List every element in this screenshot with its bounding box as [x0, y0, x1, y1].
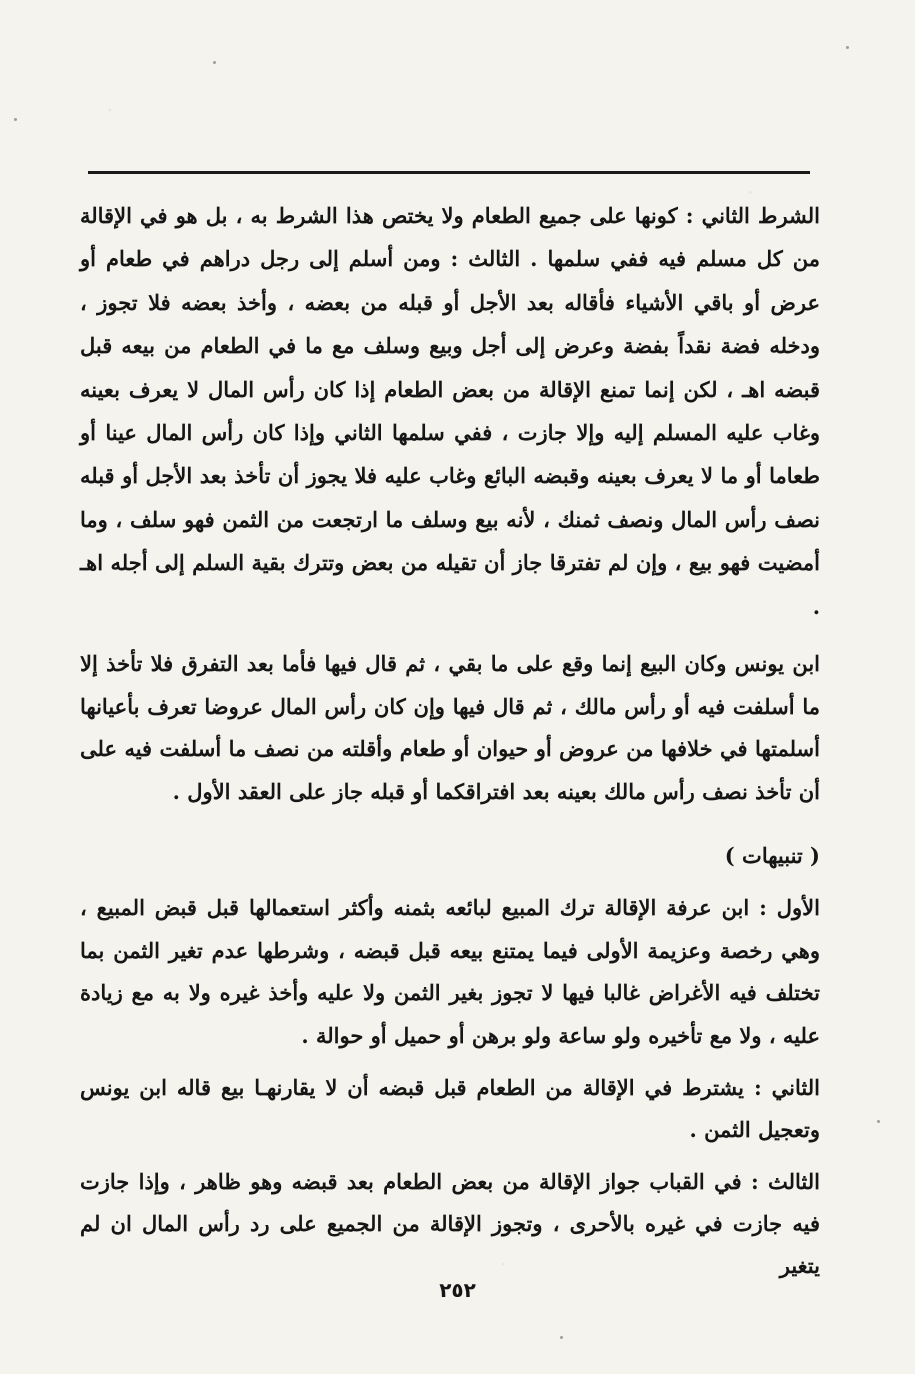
paper-speck [877, 1120, 880, 1123]
paper-speck [14, 118, 17, 121]
paragraph-ibn-yunus: ابن يونس وكان البيع إنما وقع على ما بقي ، ثم قال فيها فأما بعد التفرق فلا تأخذ إلا ما أسلفت فيه أو رأس مالك ، ثم قال فيها وإن كان رأس المال عروضا تعرف بأعيانها أسلمتها في خلافها من عروض أو حيوان أو طعام وأقلته من نصف ما أسلفت فيه على أن تأخذ نصف رأس مالك بعينه بعد افتراقكما أو قبله جاز على العقد الأول . [80, 651, 820, 804]
page-number: ٢٥٢ [439, 1278, 476, 1302]
header-rule [88, 171, 810, 174]
paper-speck [846, 46, 849, 49]
note-second: الثاني : يشترط في الإقالة من الطعام قبل قبضه أن لا يقارنهـا بيع قاله ابن يونس وتعجيل الثمن . [80, 1075, 820, 1143]
section-heading: ( تنبيهات ) [724, 843, 820, 869]
note-first: الأول : ابن عرفة الإقالة ترك المبيع لبائعه بثمنه وأكثر استعمالها قبل قبض المبيع ، وهي رخصة وعزيمة الأولى فيما يمتنع بيعه قبل قبضه ، وشرطها عدم تغير الثمن بما تختلف فيه الأغراض غالبا فيها لا تجوز بغير الثمن ولا عليه وأخذ غيره ولا به مع زيادة عليه ، ولا مع تأخيره ولو ساعة ولو برهن أو حميل أو حوالة . [80, 895, 820, 1048]
page-body [80, 194, 820, 1287]
paper-speck [213, 61, 216, 64]
paper-speck [560, 1336, 563, 1339]
note-third: الثالث : في القباب جواز الإقالة من بعض الطعام بعد قبضه وهو ظاهر ، وإذا جازت فيه جازت في غيره بالأحرى ، وتجوز الإقالة من الجميع على رد رأس المال ان لم يتغير [80, 1169, 820, 1279]
paragraph-conditions: الشرط الثاني : كونها على جميع الطعام ولا يختص هذا الشرط به ، بل هو في الإقالة من كل مسلم فيه ففي سلمها . الثالث : ومن أسلم إلى رجل دراهم في طعام أو عرض أو باقي الأشياء فأقاله بعد الأجل أو قبله من بعضه ، وأخذ بعضه فلا تجوز ، ودخله فضة نقداً بفضة وعرض إلى أجل وبيع وسلف مع ما في الطعام من بيعه قبل قبضه اهـ ، لكن إنما تمنع الإقالة من بعض الطعام إذا كان رأس المال لا يعرف بعينه وغاب عليه المسلم إليه وإلا جازت ، ففي سلمها الثاني وإذا كان رأس المال عينا أو طعاما أو ما لا يعرف بعينه وقبضه البائع وغاب عليه فلا يجوز أن تأخذ بعد الأجل أو قبله نصف رأس المال ونصف ثمنك ، لأنه بيع وسلف ما ارتجعت من الثمن فهو سلف ، وما أمضيت فهو بيع ، وإن لم تفترقا جاز أن تقيله من بعض وتترك بقية السلم إلى أجله اهـ . [80, 203, 820, 619]
